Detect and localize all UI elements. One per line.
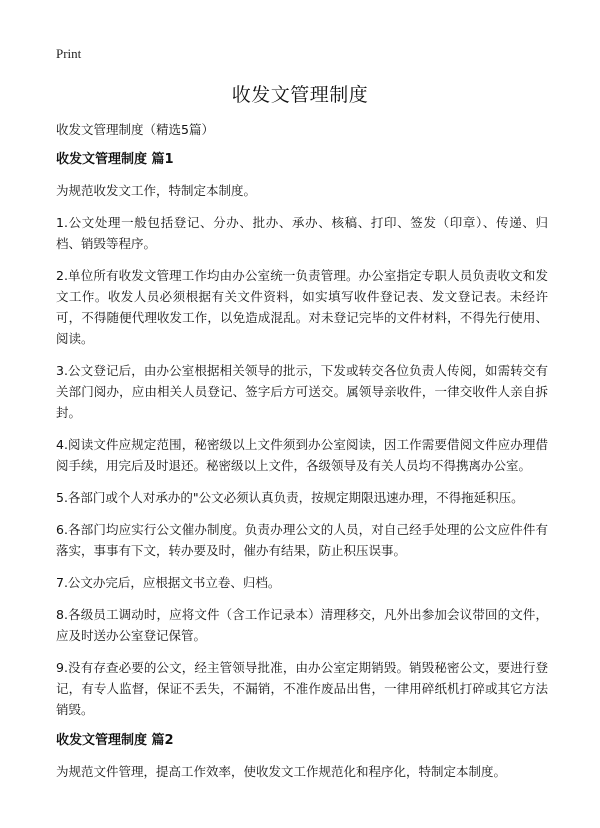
paragraph: 2.单位所有收发文管理工作均由办公室统一负责管理。办公室指定专职人员负责收文和发文工作。收发人员必须根据有关文件资料，如实填写收件登记表、发文登记表。未经许可，不得随便代理收发工作，以免造成混乱。对未登记完毕的文件材料，不得先行使用、阅读。 [56, 268, 548, 346]
document-title: 收发文管理制度 [231, 84, 369, 106]
paragraph: 1.公文处理一般包括登记、分办、批办、承办、核稿、打印、签发（印章）、传递、归档、销毁等程序。 [56, 215, 548, 251]
paragraph: 4.阅读文件应规定范围，秘密级以上文件须到办公室阅读，因工作需要借阅文件应办理借阅手续，用完后及时退还。秘密级以上文件，各级领导及有关人员均不得携离办公室。 [56, 437, 548, 473]
section-heading: 收发文管理制度 篇2 [56, 733, 174, 748]
document-body [56, 120, 548, 793]
print-label[interactable]: Print [56, 46, 82, 61]
paragraph: 3.公文登记后，由办公室根据相关领导的批示，下发或转交各位负责人传阅，如需转交有关部门阅办，应由相关人员登记、签字后方可送交。属领导亲收件，一律交收件人亲自拆封。 [56, 363, 548, 420]
paragraph: 为规范收发文工作，特制定本制度。 [56, 183, 257, 198]
paragraph: 5.各部门或个人对承办的"公文必须认真负责，按规定期限迅速办理，不得拖延积压。 [56, 490, 524, 505]
paragraph: 9.没有存查必要的公文，经主管领导批准，由办公室定期销毁。销毁秘密公文，要进行登记，有专人监督，保证不丢失，不漏销，不准作废品出售，一律用碎纸机打碎或其它方法销毁。 [56, 660, 548, 717]
paragraph: 为规范文件管理，提高工作效率，使收发文工作规范化和程序化，特制定本制度。 [56, 764, 507, 779]
section-heading: 收发文管理制度 篇1 [56, 152, 174, 167]
paragraph: 8.各级员工调动时，应将文件（含工作记录本）清理移交，凡外出参加会议带回的文件，应及时送办公室登记保管。 [56, 607, 548, 643]
document-subtitle: 收发文管理制度（精选5篇） [56, 122, 214, 137]
paragraph: 6.各部门均应实行公文催办制度。负责办理公文的人员，对自己经手处理的公文应件件有落实，事事有下文，转办要及时，催办有结果，防止积压误事。 [56, 522, 548, 558]
paragraph: 7.公文办完后，应根据文书立卷、归档。 [56, 575, 281, 590]
